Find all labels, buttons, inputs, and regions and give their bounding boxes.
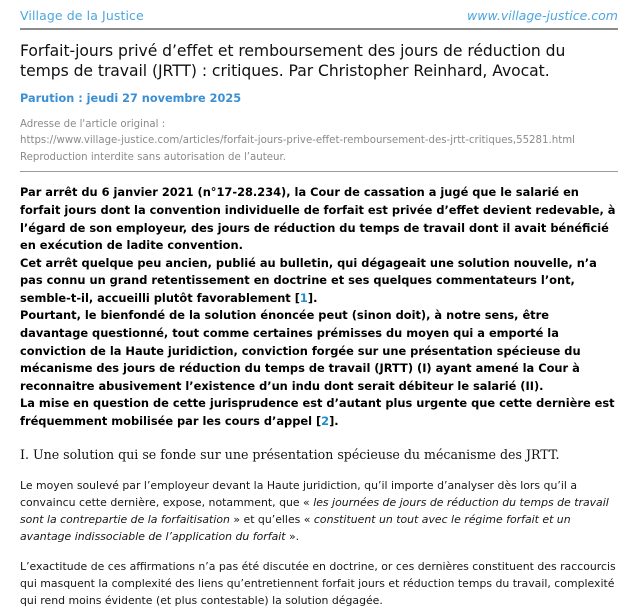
lead-paragraph-3: Pourtant, le bienfondé de la solution énoncée peut (sinon doit), à notre sens, être davantage questionné, tout comme certaines prémisses du moyen qui a emporté la conviction de la Haute juridiction, conviction forgée sur une présentation spécieuse du mécanisme des jours de réduction du temps de travail (JRTT) (I) ayant amené la Cour à reconnaitre abusivement l’existence d’un indu dont serait débiteur le salarié (II). bbox=[20, 308, 581, 393]
lead-paragraph-2 bbox=[20, 255, 618, 308]
article-body bbox=[20, 184, 618, 609]
body-paragraph-1-quote-1: les journées de jours de réduction du temps de travail sont la contrepartie de la forfaitisation bbox=[20, 495, 609, 526]
copyright-notice: Reproduction interdite sans autorisation de l’auteur. bbox=[20, 151, 286, 163]
source-block bbox=[20, 117, 618, 167]
body-paragraph-2: L’exactitude de ces affirmations n’a pas été discutée en doctrine, or ces dernières constituent des raccourcis qui masquent la complexité des liens qu’entretiennent forfait jours et réduction temps du travail, complexité qui rend moins évidente (et plus contestable) la solution dégagée. bbox=[20, 559, 616, 607]
section-heading-i: I. Une solution qui se fonde sur une présentation spécieuse du mécanisme des JRTT. bbox=[20, 447, 560, 463]
body-paragraph-1-quote-2: constituent un tout avec le régime forfait et un avantage indissociable de l’application du forfait bbox=[20, 512, 571, 543]
source-url[interactable]: https://www.village-justice.com/articles/forfait-jours-prive-effet-remboursement-des-jrtt-critiques,55281.html bbox=[20, 135, 575, 147]
source-divider bbox=[20, 171, 618, 172]
body-paragraph-1-part-3: ». bbox=[285, 529, 300, 543]
body-paragraph-1-part-2: » et qu’elles « bbox=[229, 512, 314, 526]
header-divider bbox=[20, 28, 618, 30]
publication-date: Parution : jeudi 27 novembre 2025 bbox=[20, 91, 242, 105]
source-address-label: Adresse de l'article original : bbox=[20, 118, 166, 130]
lead-paragraph-4 bbox=[20, 395, 618, 430]
lead-paragraph-1: Par arrêt du 6 janvier 2021 (n°17-28.234), la Cour de cassation a jugé que le salarié en forfait jours dont la convention individuelle de forfait est privée d’effet devient redevable, à l’égard de son employeur, des jours de réduction du temps de travail dont il avait bénéficié en exécution de ladite convention. bbox=[20, 185, 616, 253]
lead-paragraph-4-text: La mise en question de cette jurisprudence est d’autant plus urgente que cette dernière est fréquemment mobilisée par les cours d’appel [2]. bbox=[20, 396, 615, 428]
site-url: www.village-justice.com bbox=[467, 8, 618, 23]
footnote-ref-2[interactable]: 2 bbox=[321, 413, 330, 428]
body-paragraph-1-part-1: Le moyen soulevé par l’employeur devant la Haute juridiction, qu’il importe d’analyser dès lors qu’il a convaincu cette dernière, expose, notamment, que « bbox=[20, 478, 578, 509]
lead-paragraph-2-text: Cet arrêt quelque peu ancien, publié au bulletin, qui dégageait une solution nouvelle, n’a pas connu un grand retentissement en doctrine et ses quelques commentateurs l’ont, semble-t-il, accueilli plutôt favorablement [1]. bbox=[20, 255, 597, 305]
site-name: Village de la Justice bbox=[20, 8, 144, 23]
site-header bbox=[20, 0, 618, 28]
page-title: Forfait-jours privé d’effet et remboursement des jours de réduction du temps de travail (JRTT) : critiques. Par Christopher Reinhard, Avocat. bbox=[20, 42, 566, 80]
body-paragraph-1 bbox=[20, 477, 618, 545]
footnote-ref-1[interactable]: 1 bbox=[299, 290, 308, 305]
